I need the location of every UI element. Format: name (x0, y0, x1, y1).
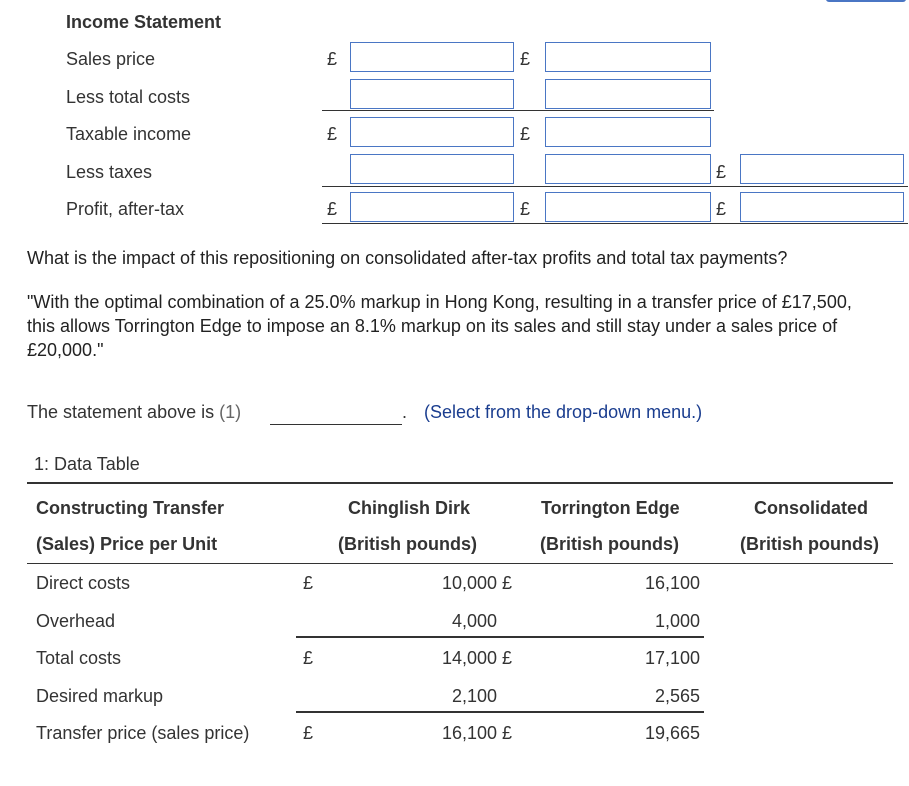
chinglish-profit-after-tax-input[interactable] (350, 192, 514, 222)
statement-text (27, 402, 241, 423)
statement-prefix: The statement above is (27, 402, 215, 422)
currency-symbol: £ (303, 723, 314, 743)
row-label-sales-price: Sales price (66, 49, 156, 69)
currency-symbol: £ (502, 723, 513, 743)
table-row-label: Direct costs (36, 573, 131, 593)
chinglish-less-taxes-input[interactable] (350, 154, 514, 184)
dropdown-ref: (1) (219, 402, 242, 422)
divider (322, 110, 714, 111)
chinglish-value: 14,000 (441, 648, 497, 668)
question-text: What is the impact of this repositioning on consolidated after-tax profits and total tax payments? (27, 248, 788, 268)
data-table-title: 1: Data Table (34, 454, 140, 474)
chinglish-value: 10,000 (441, 573, 497, 593)
divider (322, 223, 908, 224)
torrington-value: 19,665 (644, 723, 700, 743)
row-label-profit-after-tax: Profit, after-tax (66, 199, 185, 219)
table-row-label: Desired markup (36, 686, 164, 706)
currency-symbol: £ (520, 124, 531, 144)
income-statement-title: Income Statement (66, 12, 222, 32)
table-top-rule (27, 482, 893, 484)
header-col2-line1: Torrington Edge (541, 498, 680, 518)
torrington-value: 1,000 (654, 611, 700, 631)
header-col3-line1: Consolidated (754, 498, 869, 518)
torrington-taxable-income-input[interactable] (545, 117, 711, 147)
torrington-value: 2,565 (654, 686, 700, 706)
chinglish-value: 4,000 (451, 611, 497, 631)
statement-dropdown[interactable] (270, 410, 402, 425)
torrington-less-total-costs-input[interactable] (545, 79, 711, 109)
divider (322, 186, 908, 187)
torrington-value: 16,100 (644, 573, 700, 593)
row-label-less-total-costs: Less total costs (66, 87, 191, 107)
currency-symbol: £ (502, 648, 513, 668)
currency-symbol: £ (716, 199, 727, 219)
top-right-button-edge[interactable] (826, 0, 906, 2)
torrington-sales-price-input[interactable] (545, 42, 711, 72)
subtotal-rule (296, 636, 704, 638)
header-col1-line2: (British pounds) (338, 534, 477, 554)
consolidated-profit-after-tax-input[interactable] (740, 192, 904, 222)
header-rule (27, 563, 893, 564)
header-col2-line2: (British pounds) (540, 534, 679, 554)
quote-text: "With the optimal combination of a 25.0% markup in Hong Kong, resulting in a transfer price of £17,500, this allows Torrington Edge to impose an 8.1% markup on its sales and still stay under a sales price of £20,000." (27, 292, 852, 360)
header-col3-line2: (British pounds) (740, 534, 879, 554)
row-label-taxable-income: Taxable income (66, 124, 192, 144)
consolidated-less-taxes-input[interactable] (740, 154, 904, 184)
dropdown-hint: (Select from the drop-down menu.) (424, 402, 703, 422)
currency-symbol: £ (303, 648, 314, 668)
currency-symbol: £ (327, 49, 338, 69)
torrington-less-taxes-input[interactable] (545, 154, 711, 184)
torrington-profit-after-tax-input[interactable] (545, 192, 711, 222)
currency-symbol: £ (327, 124, 338, 144)
chinglish-sales-price-input[interactable] (350, 42, 514, 72)
subtotal-rule (296, 711, 704, 713)
table-row-label: Overhead (36, 611, 116, 631)
currency-symbol: £ (303, 573, 314, 593)
currency-symbol: £ (327, 199, 338, 219)
chinglish-value: 2,100 (451, 686, 497, 706)
currency-symbol: £ (716, 162, 727, 182)
table-row-label: Total costs (36, 648, 122, 668)
currency-symbol: £ (520, 49, 531, 69)
currency-symbol: £ (502, 573, 513, 593)
currency-symbol: £ (520, 199, 531, 219)
chinglish-value: 16,100 (441, 723, 497, 743)
header-col1-line1: Chinglish Dirk (348, 498, 471, 518)
header-col0-line2: (Sales) Price per Unit (36, 534, 218, 554)
table-row-label: Transfer price (sales price) (36, 723, 250, 743)
torrington-value: 17,100 (644, 648, 700, 668)
chinglish-less-total-costs-input[interactable] (350, 79, 514, 109)
statement-suffix: . (402, 402, 408, 422)
header-col0-line1: Constructing Transfer (36, 498, 225, 518)
chinglish-taxable-income-input[interactable] (350, 117, 514, 147)
row-label-less-taxes: Less taxes (66, 162, 153, 182)
